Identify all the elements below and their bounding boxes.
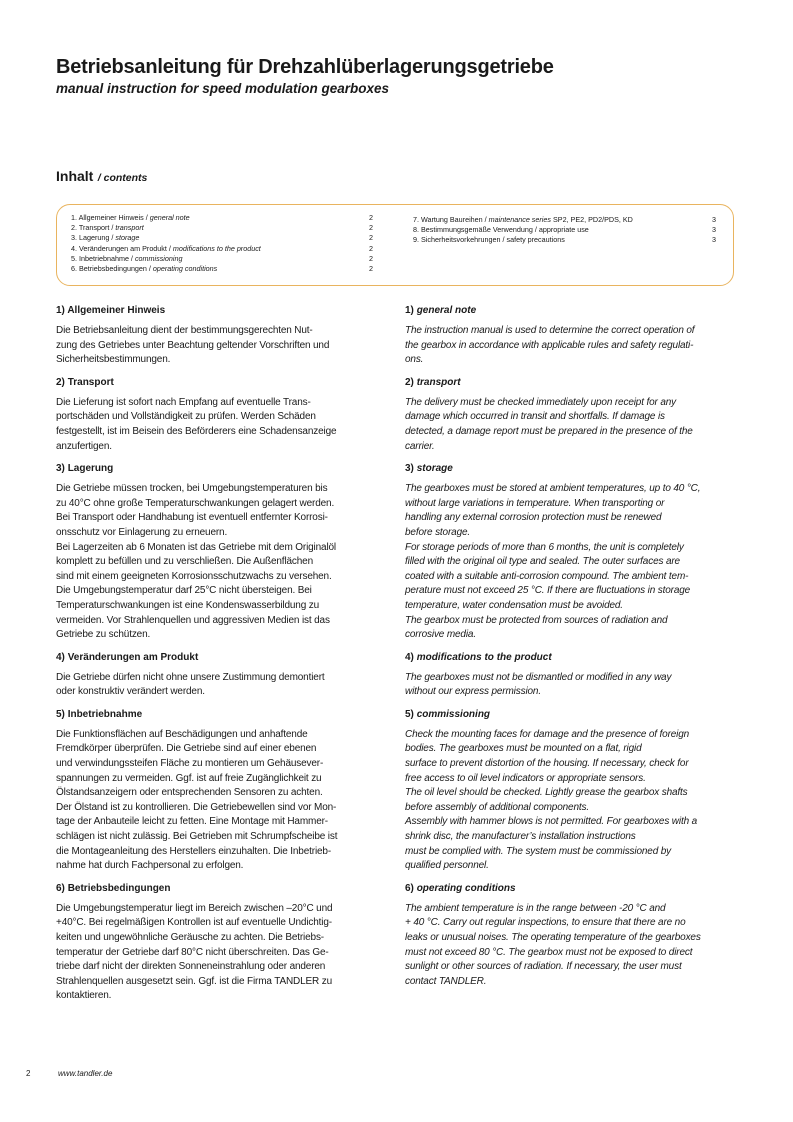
body-text-line: Strahlenquellen ausgesetzt sein. Ggf. ist die Firma TANDLER zu xyxy=(56,975,333,987)
body-text-line: kontaktieren. xyxy=(56,990,112,1002)
contents-heading-de: Inhalt xyxy=(56,168,94,184)
english-column xyxy=(405,304,739,989)
toc-entry-page: 2 xyxy=(369,253,373,263)
body-text-line: contact TANDLER. xyxy=(405,975,487,987)
toc-entry[interactable] xyxy=(71,213,373,223)
section-2 xyxy=(405,376,739,454)
section-3 xyxy=(56,462,386,643)
section-heading xyxy=(56,651,386,665)
toc-entry-label: 7. Wartung Baureihen / xyxy=(413,215,489,224)
body-text-line: temperatur der Getriebe darf 80°C nicht überschreiten. Das Ge- xyxy=(56,946,329,958)
body-text-line: The gearboxes must not be dismantled or modified in any way xyxy=(405,671,672,683)
body-text-line: Temperaturschwankungen ist eine Kondenswasserbildung zu xyxy=(56,599,320,611)
body-text-line: spannungen zu vermeiden. Ggf. ist auf freie Zugänglichkeit zu xyxy=(56,772,322,784)
body-text-line: +40°C. Bei regelmäßigen Kontrollen ist auf eventuelle Undichtig- xyxy=(56,917,332,929)
body-text-line: Check the mounting faces for damage and the presence of foreign xyxy=(405,728,690,740)
toc-entry[interactable] xyxy=(71,264,373,274)
section-heading xyxy=(56,304,386,318)
toc-entry-page: 2 xyxy=(369,213,373,222)
body-text-line: corrosive media. xyxy=(405,629,476,641)
section-heading xyxy=(405,462,739,476)
body-text-line: festgestellt, ist im Beisein des Beförderers eine Schadensanzeige xyxy=(56,425,337,437)
german-column xyxy=(56,304,386,1004)
footer-url[interactable]: www.tandler.de xyxy=(58,1069,113,1078)
toc-entry-label: 5. Inbetriebnahme / xyxy=(71,253,135,263)
body-text-line: without large variations in temperature. When transporting or xyxy=(405,497,665,509)
toc-entry-page: 2 xyxy=(369,223,373,233)
section-title: operating conditions xyxy=(416,882,516,894)
body-text-line: damage which occurred in transit and shortfalls. If damage is xyxy=(405,411,665,423)
section-5 xyxy=(56,708,386,874)
toc-entry-label: 9. Sicherheitsvorkehrungen / safety precautions xyxy=(413,235,565,245)
toc-entry-page: 3 xyxy=(712,235,716,245)
body-text-line: The gearbox must be protected from sources of radiation and xyxy=(405,614,668,626)
body-text-line: Die Lieferung ist sofort nach Empfang auf eventuelle Trans- xyxy=(56,396,311,408)
toc-entry-label: 3. Lagerung / xyxy=(71,233,116,243)
body-text-line: Die Umgebungstemperatur liegt im Bereich zwischen –20°C und xyxy=(56,902,333,914)
body-text-line: Assembly with hammer blows is not permitted. For gearboxes with a xyxy=(405,816,698,828)
body-text-line: Sicherheitsbestimmungen. xyxy=(56,354,171,366)
section-number: 3) xyxy=(56,463,65,475)
body-text-line: nahme hat durch Fachpersonal zu erfolgen. xyxy=(56,860,244,872)
body-text-line: temperature, water condensation must be avoided. xyxy=(405,599,623,611)
body-text-line: surface to prevent distortion of the housing. If necessary, check for xyxy=(405,758,689,770)
toc-entry-label: 6. Betriebsbedingungen / xyxy=(71,263,153,273)
section-number: 5) xyxy=(56,708,65,720)
body-text-line: komplett zu befüllen und zu verschließen. Die Außenflächen xyxy=(56,556,314,568)
toc-entry-label-en: operating conditions xyxy=(152,263,218,273)
toc-entry-label-en: storage xyxy=(115,233,140,243)
body-text-line: handling any external corrosion protection must be renewed xyxy=(405,512,662,524)
toc-entry[interactable] xyxy=(71,254,373,264)
section-4 xyxy=(56,651,386,700)
body-text-line: Bei Transport oder Handhabung ist eventuell entfernter Korrosi- xyxy=(56,512,328,524)
body-text-line: The ambient temperature is in the range between -20 °C and xyxy=(405,902,666,914)
section-1 xyxy=(56,304,386,368)
contents-heading-en: / contents xyxy=(97,172,148,184)
section-4 xyxy=(405,651,739,700)
toc-entry[interactable] xyxy=(71,244,373,254)
body-text-line: ons. xyxy=(405,354,424,366)
section-title: transport xyxy=(416,376,461,388)
body-text-line: The delivery must be checked immediately upon receipt for any xyxy=(405,396,676,408)
body-text-line: keiten und ungewöhnliche Geräusche zu achten. Die Betriebs- xyxy=(56,932,324,943)
body-text-line: qualified personnel. xyxy=(405,860,489,872)
body-text-line: und verwindungssteifen Fläche zu montieren um Gehäusever- xyxy=(56,758,324,770)
body-text-line: filled with the original oil type and sealed. The outer surfaces are xyxy=(405,556,680,568)
toc-entry-page: 2 xyxy=(369,233,373,243)
body-text-line: zung des Getriebes unter Beachtung geltender Vorschriften und xyxy=(56,339,330,351)
toc-entry[interactable] xyxy=(71,223,373,233)
body-text-line: the gearbox in accordance with applicable rules and safety regulati- xyxy=(405,339,694,351)
toc-column-left xyxy=(71,213,373,274)
body-text-line: The gearboxes must be stored at ambient temperatures, up to 40 °C, xyxy=(405,483,701,495)
body-text-line: shrink disc, the manufacturer’s installation instructions xyxy=(405,831,636,843)
section-heading xyxy=(56,708,386,722)
document-subtitle: manual instruction for speed modulation gearboxes xyxy=(56,81,390,96)
body-text-line: free access to oil level indicators or appropriate sensors. xyxy=(405,772,646,784)
body-text-line: sunlight or other sources of radiation. If necessary, the user must xyxy=(405,961,682,973)
body-text-line: without our express permission. xyxy=(405,686,541,698)
body-text-line: Bei Lagerzeiten ab 6 Monaten ist das Getriebe mit dem Originalöl xyxy=(56,541,336,553)
toc-entry-label-extra: SP2, PE2, PD2/PDS, KD xyxy=(550,215,633,224)
toc-entry-label-en: modifications to the product xyxy=(172,243,261,253)
body-text-line: The instruction manual is used to determine the correct operation of xyxy=(405,325,695,336)
section-6 xyxy=(405,882,739,990)
body-text-line: vermeiden. Vor Strahlenquellen und aggressiven Medien ist das xyxy=(56,614,330,626)
section-heading xyxy=(56,882,386,896)
toc-column-right xyxy=(413,215,716,246)
section-heading xyxy=(56,376,386,390)
section-1 xyxy=(405,304,739,368)
section-title: storage xyxy=(416,463,453,475)
body-text-line: must be complied with. The system must be commissioned by xyxy=(405,845,671,857)
section-number: 3) xyxy=(405,463,414,475)
table-of-contents xyxy=(56,204,734,286)
toc-entry-label: 4. Veränderungen am Produkt / xyxy=(71,243,173,253)
body-text-line: before assembly of additional components. xyxy=(405,801,589,813)
body-text-line: coated with a suitable anti-corrosion compound. The ambient tem- xyxy=(405,570,689,582)
body-text-line: leaks or unusual noises. The operating temperature of the gearboxes xyxy=(405,932,701,943)
body-text-line: The oil level should be checked. Lightly grease the gearbox shafts xyxy=(405,787,688,799)
body-text-line: Die Getriebe dürfen nicht ohne unsere Zustimmung demontiert xyxy=(56,671,325,683)
body-text-line: sind mit einem geeigneten Korrosionsschutzwachs zu versehen. xyxy=(56,570,332,582)
body-text-line: oder konstruktiv verändert werden. xyxy=(56,686,205,698)
body-text-line: + 40 °C. Carry out regular inspections, to ensure that there are no xyxy=(405,917,686,929)
section-number: 2) xyxy=(56,376,65,388)
body-text-line: must not exceed 80 °C. The gearbox must not be exposed to direct xyxy=(405,946,693,958)
section-title: Veränderungen am Produkt xyxy=(67,651,199,663)
body-text-line: anzufertigen. xyxy=(56,440,112,452)
body-text-line: detected, a damage report must be prepared in the presence of the xyxy=(405,425,693,437)
section-title: Transport xyxy=(67,376,114,388)
body-text-line: before storage. xyxy=(405,526,471,538)
section-6 xyxy=(56,882,386,1004)
section-heading xyxy=(56,462,386,476)
body-text-line: Getriebe zu schützen. xyxy=(56,629,151,641)
section-title: Betriebsbedingungen xyxy=(67,882,171,894)
toc-entry-page: 2 xyxy=(369,243,373,253)
section-heading xyxy=(405,651,739,665)
section-title: Inbetriebnahme xyxy=(67,708,143,720)
body-text-line: die Montageanleitung des Herstellers einzuhalten. Die Inbetrieb- xyxy=(56,845,332,857)
section-number: 2) xyxy=(405,376,414,388)
section-number: 1) xyxy=(56,305,65,316)
body-text-line: Fremdkörper überprüfen. Die Getriebe sind auf einer ebenen xyxy=(56,743,317,755)
section-number: 4) xyxy=(56,651,65,663)
body-text-line: onsschutz vor Einlagerung zu erneuern. xyxy=(56,526,228,538)
toc-entry-label: 1. Allgemeiner Hinweis / xyxy=(71,213,150,222)
toc-entry[interactable] xyxy=(71,233,373,243)
toc-entry-label: 2. Transport / xyxy=(71,223,116,233)
section-title: Allgemeiner Hinweis xyxy=(67,305,166,316)
contents-heading xyxy=(56,167,147,187)
body-text-line: carrier. xyxy=(405,440,435,452)
toc-entry-label-en: maintenance series xyxy=(488,215,551,224)
body-text-line: Der Ölstand ist zu kontrollieren. Die Getriebewellen sind vor Mon- xyxy=(56,801,337,813)
page-number: 2 xyxy=(26,1069,31,1078)
section-number: 4) xyxy=(405,651,414,663)
body-text-line: Die Betriebsanleitung dient der bestimmungsgerechten Nut- xyxy=(56,325,313,336)
toc-entry[interactable] xyxy=(413,235,716,245)
body-text-line: bodies. The gearboxes must be mounted on a flat, rigid xyxy=(405,743,642,755)
toc-entry-label-en: transport xyxy=(115,223,144,233)
body-text-line: perature must not exceed 25 °C. If there are fluctuations in storage xyxy=(405,585,691,597)
body-text-line: zu 40°C ohne große Temperaturschwankungen gelagert werden. xyxy=(56,497,335,509)
body-text-line: tage der Anbauteile leicht zu fetten. Eine Montage mit Hammer- xyxy=(56,816,328,828)
section-number: 6) xyxy=(56,882,65,894)
body-text-line: portschäden und Vollständigkeit zu prüfen. Werden Schäden xyxy=(56,411,316,423)
toc-entry-label-en: general note xyxy=(149,213,190,222)
body-text-line: triebe darf nicht der direkten Sonneneinstrahlung oder anderen xyxy=(56,961,326,973)
toc-entry-label-en: commissioning xyxy=(134,253,183,263)
toc-entry-page: 2 xyxy=(369,263,373,273)
section-2 xyxy=(56,376,386,454)
section-number: 6) xyxy=(405,882,414,894)
section-title: modifications to the product xyxy=(416,651,552,663)
section-heading xyxy=(405,708,739,722)
body-text-line: Ölstandsanzeigern oder entsprechenden Sensoren zu achten. xyxy=(56,787,323,799)
body-text-line: Die Getriebe müssen trocken, bei Umgebungstemperaturen bis xyxy=(56,483,328,495)
section-number: 1) xyxy=(405,305,414,316)
toc-entry-page: 3 xyxy=(712,215,716,224)
document-title: Betriebsanleitung für Drehzahlüberlagerungsgetriebe xyxy=(56,56,554,78)
section-title: general note xyxy=(416,305,477,316)
body-text-line: Die Umgebungstemperatur darf 25°C nicht übersteigen. Bei xyxy=(56,585,312,597)
section-title: commissioning xyxy=(416,708,491,720)
section-heading xyxy=(405,882,739,896)
section-title: Lagerung xyxy=(67,463,114,475)
toc-entry-page: 3 xyxy=(712,225,716,235)
section-heading xyxy=(405,376,739,390)
section-heading xyxy=(405,304,739,318)
body-text-line: schlägen ist nicht zulässig. Bei Getrieben mit Schrumpfscheibe ist xyxy=(56,831,338,843)
toc-entry-label: 8. Bestimmungsgemäße Verwendung / appropriate use xyxy=(413,225,589,235)
section-3 xyxy=(405,462,739,643)
toc-entry[interactable] xyxy=(413,225,716,235)
section-number: 5) xyxy=(405,708,414,720)
section-5 xyxy=(405,708,739,874)
toc-entry[interactable] xyxy=(413,215,716,225)
body-text-line: Die Funktionsflächen auf Beschädigungen und anhaftende xyxy=(56,728,308,740)
body-text-line: For storage periods of more than 6 months, the unit is completely xyxy=(405,541,684,553)
